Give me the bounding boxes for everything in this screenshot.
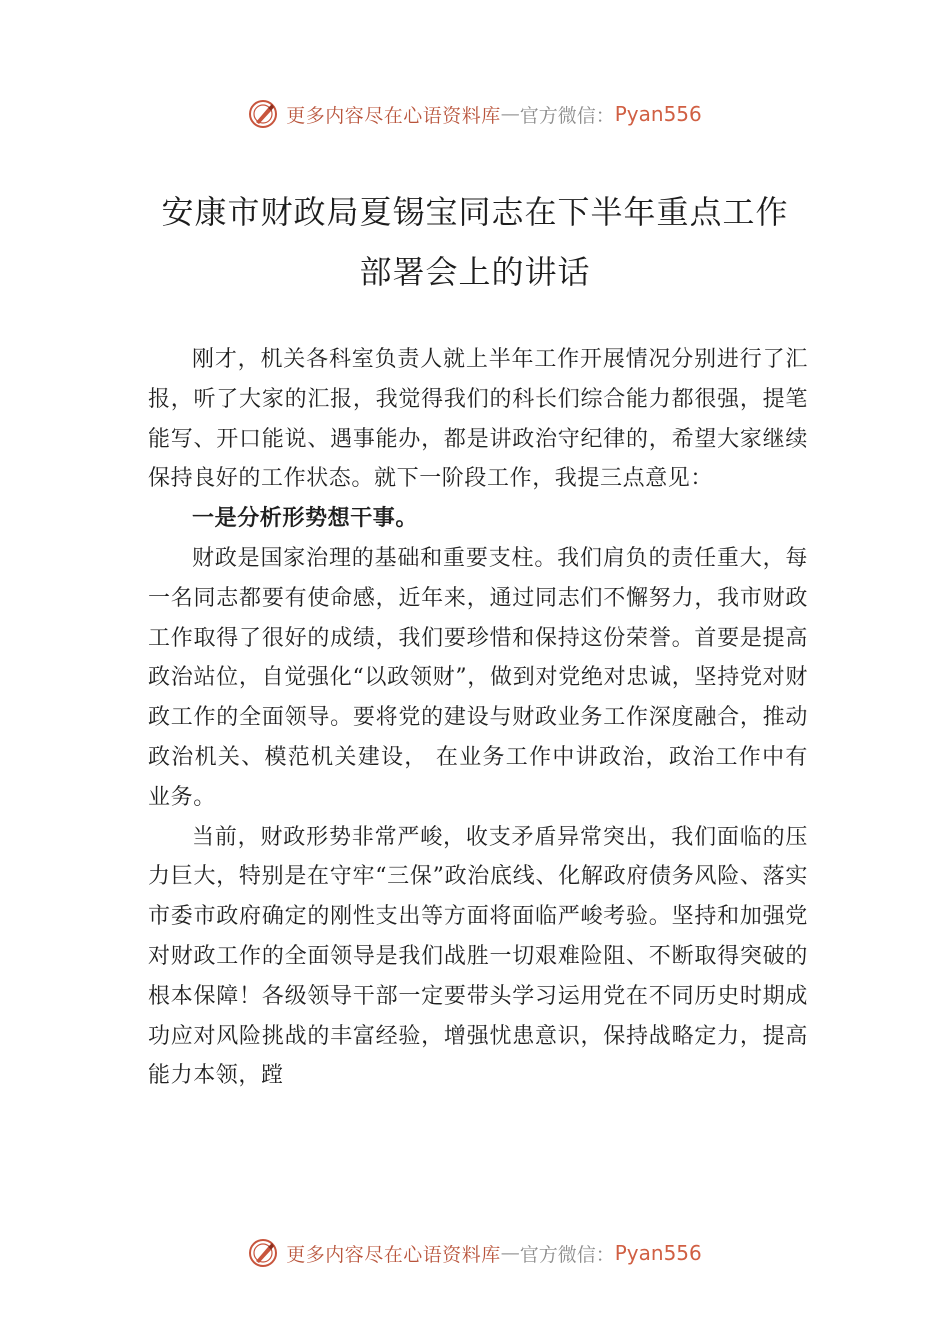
paragraph: 当前，财政形势非常严峻，收支矛盾异常突出，我们面临的压力巨大，特别是在守牢“三保”政治底线、化解政府债务风险、落实市委市政府确定的刚性支出等方面将面临严峻考验。坚持和加强党对财政工作的全面领导是我们战胜一切艰难险阻、不断取得突破的根本保障！各级领导干部一定要带头学习运用党在不同历史时期成功应对风险挑战的丰富经验，增强忧患意识，保持战略定力，提高能力本领，蹚 (148, 824, 808, 1089)
paragraph-intro: 刚才，机关各科室负责人就上半年工作开展情况分别进行了汇报，听了大家的汇报，我觉得我们的科长们综合能力都很强，提笔能写、开口能说、遇事能办，都是讲政治守纪律的，希望大家继续保持良好的工作状态。就下一阶段工作，我提三点意见： (148, 347, 808, 492)
document-title: 安康市财政局夏锡宝同志在下半年重点工作部署会上的讲话 (161, 193, 789, 291)
watermark-dash: — (500, 1242, 520, 1264)
pen-nib-circle-icon (248, 99, 278, 129)
header-watermark (0, 94, 950, 134)
paragraph: 财政是国家治理的基础和重要支柱。我们肩负的责任重大，每一名同志都要有使命感，近年来，通过同志们不懈努力，我市财政工作取得了很好的成绩，我们要珍惜和保持这份荣誉。首要是提高政治站位，自觉强化“以政领财”，做到对党绝对忠诚，坚持党对财政工作的全面领导。要将党的建设与财政业务工作深度融合，推动政治机关、模范机关建设， 在业务工作中讲政治，政治工作中有业务。 (148, 545, 808, 810)
pen-nib-circle-icon (248, 1238, 278, 1268)
watermark-text: 更多内容尽在心语资料库 (286, 1243, 501, 1266)
document-body (148, 340, 808, 1096)
watermark-dash: — (500, 103, 520, 125)
section-heading-1: 一是分析形势想干事。 (192, 506, 419, 532)
watermark-text: 更多内容尽在心语资料库 (286, 104, 501, 127)
watermark-account: Pyan556 (614, 102, 702, 126)
footer-watermark (0, 1233, 950, 1273)
watermark-label: 官方微信： (519, 104, 615, 127)
watermark-label: 官方微信： (519, 1243, 615, 1266)
watermark-account: Pyan556 (614, 1241, 702, 1265)
